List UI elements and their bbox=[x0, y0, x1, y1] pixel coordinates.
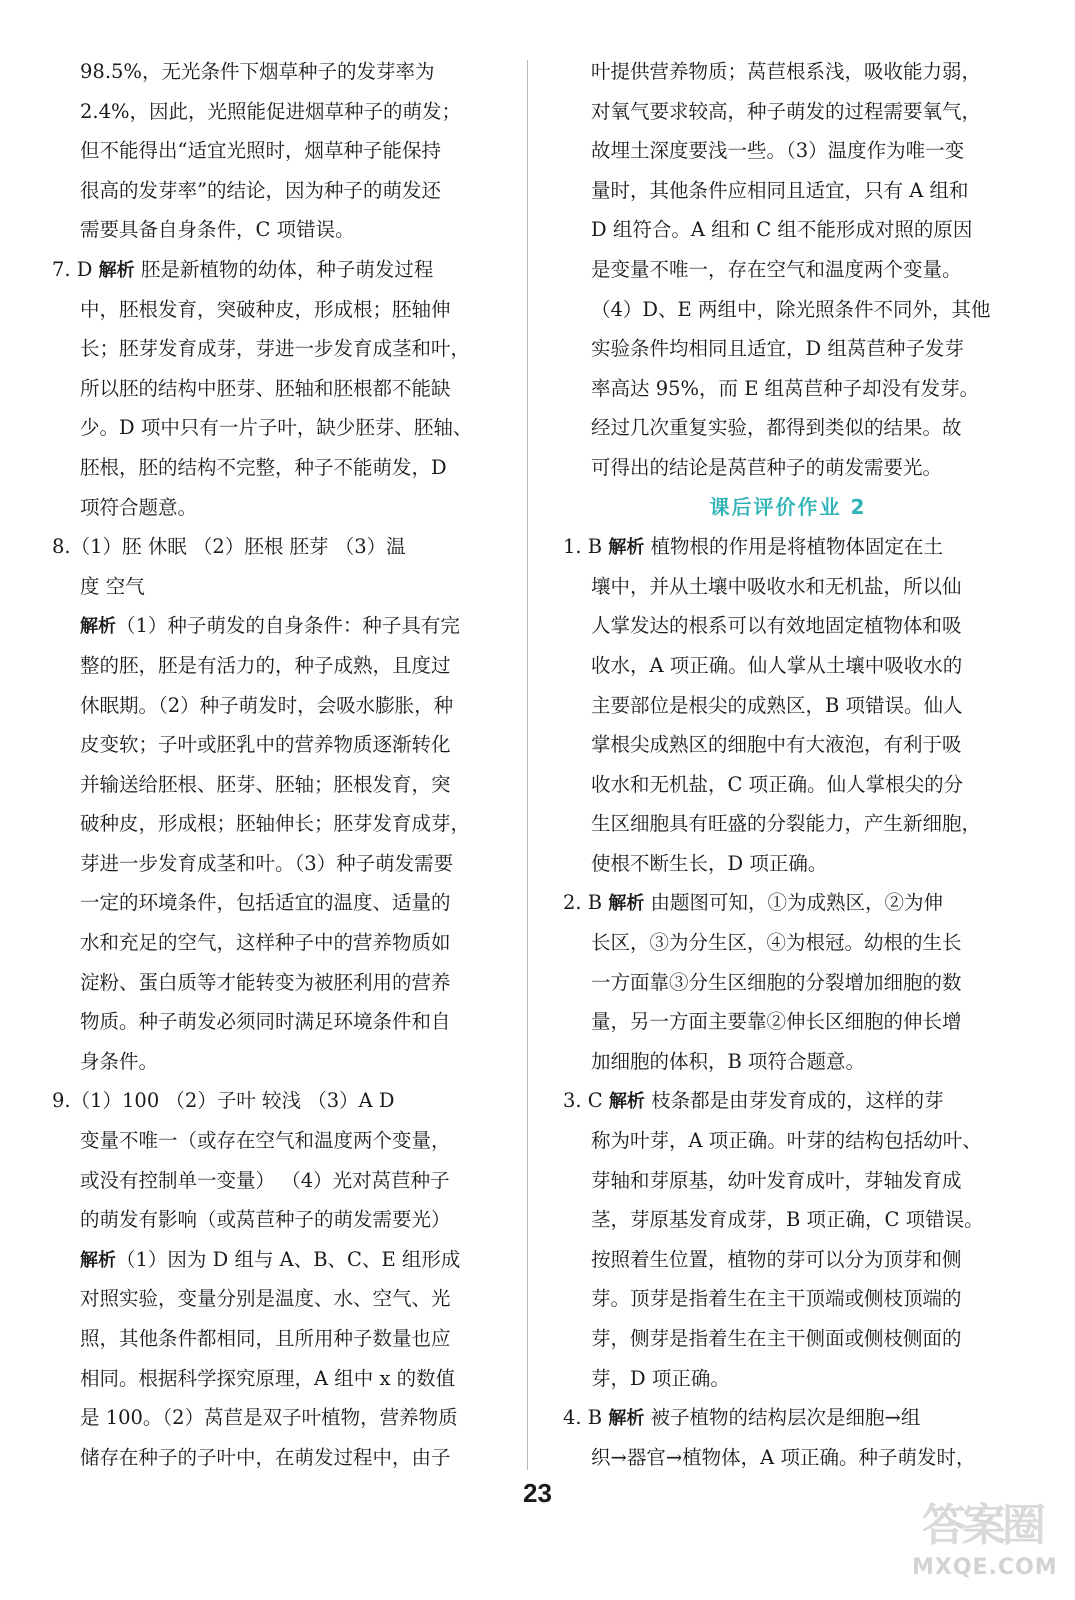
text-segment: 故埋土深度要浅一些。（3）温度作为唯一变 bbox=[591, 139, 965, 163]
text-line bbox=[52, 448, 502, 488]
text-segment: 皮变软；子叶或胚乳中的营养物质逐渐转化 bbox=[80, 733, 451, 757]
text-line bbox=[52, 408, 502, 448]
text-segment: 主要部位是根尖的成熟区，B 项错误。仙人 bbox=[591, 693, 963, 717]
text-segment: 并输送给胚根、胚芽、胚轴；胚根发育，突 bbox=[80, 772, 451, 796]
text-segment: 所以胚的结构中胚芽、胚轴和胚根都不能缺 bbox=[80, 376, 451, 400]
text-segment: 需要具备自身条件，C 项错误。 bbox=[80, 218, 355, 242]
text-line bbox=[563, 210, 1013, 250]
text-segment: 芽进一步发育成茎和叶。（3）种子萌发需要 bbox=[80, 851, 454, 875]
text-line bbox=[563, 725, 1013, 765]
text-segment: 掌根尖成熟区的细胞中有大液泡，有利于吸 bbox=[591, 733, 962, 757]
text-line bbox=[563, 250, 1013, 290]
text-line bbox=[52, 646, 502, 686]
right-column-top-text bbox=[563, 52, 1013, 488]
text-segment: （1）因为 D 组与 A、B、C、E 组形成 bbox=[116, 1247, 461, 1271]
text-segment: 照，其他条件都相同，且所用种子数量也应 bbox=[80, 1327, 451, 1350]
text-segment: 是 100。（2）莴苣是双子叶植物，营养物质 bbox=[80, 1406, 458, 1430]
text-line bbox=[563, 923, 1013, 963]
text-segment: 枝条都是由芽发育成的，这样的芽 bbox=[644, 1089, 944, 1113]
text-line bbox=[563, 1002, 1013, 1042]
text-line bbox=[52, 1240, 502, 1280]
analysis-label: 解析 bbox=[608, 537, 645, 559]
analysis-label: 解析 bbox=[80, 616, 116, 638]
right-column-bottom-text bbox=[563, 527, 1013, 1477]
text-line bbox=[52, 765, 502, 805]
text-segment: 8.（1）胚 休眠 （2）胚根 胚芽 （3）温 bbox=[52, 535, 406, 559]
watermark-logo bbox=[912, 1495, 1058, 1590]
text-line bbox=[563, 963, 1013, 1003]
text-line bbox=[563, 804, 1013, 844]
text-segment: 芽，侧芽是指着生在主干侧面或侧枝侧面的 bbox=[591, 1327, 962, 1350]
text-segment: 的萌发有影响（或莴苣种子的萌发需要光） bbox=[80, 1208, 451, 1232]
text-segment: 植物根的作用是将植物体固定在土 bbox=[644, 535, 944, 559]
text-segment: 但不能得出“适宜光照时，烟草种子能保持 bbox=[80, 139, 441, 163]
text-segment: 可得出的结论是莴苣种子的萌发需要光。 bbox=[591, 455, 943, 479]
text-line bbox=[563, 290, 1013, 330]
text-line bbox=[52, 171, 502, 211]
text-line bbox=[52, 844, 502, 884]
text-segment: 收水，A 项正确。仙人掌从土壤中吸收水的 bbox=[591, 653, 963, 677]
text-line bbox=[563, 646, 1013, 686]
text-segment: 按照着生位置，植物的芽可以分为顶芽和侧 bbox=[591, 1247, 962, 1271]
text-line bbox=[563, 765, 1013, 805]
text-segment: 长；胚芽发育成芽，芽进一步发育成茎和叶， bbox=[80, 337, 471, 361]
text-segment: （4）D、E 两组中，除光照条件不同外，其他 bbox=[591, 297, 991, 321]
text-segment: 长区，③为分生区，④为根冠。幼根的生长 bbox=[591, 931, 962, 955]
text-line bbox=[52, 92, 502, 132]
text-segment: 芽。顶芽是指着生在主干顶端或侧枝顶端的 bbox=[591, 1287, 962, 1311]
text-line bbox=[563, 369, 1013, 409]
text-segment: 少。D 项中只有一片子叶，缺少胚芽、胚轴、 bbox=[80, 416, 473, 440]
text-segment: 一定的环境条件，包括适宜的温度、适量的 bbox=[80, 891, 451, 915]
text-line bbox=[52, 1042, 502, 1082]
text-segment: 织→器官→植物体，A 项正确。种子萌发时， bbox=[591, 1445, 976, 1469]
text-segment: 身条件。 bbox=[80, 1049, 159, 1073]
text-line bbox=[563, 686, 1013, 726]
text-line bbox=[563, 1359, 1013, 1399]
text-line bbox=[563, 1042, 1013, 1082]
text-segment: 由题图可知，①为成熟区，②为伸 bbox=[644, 891, 944, 915]
text-segment: 一方面靠③分生区细胞的分裂增加细胞的数 bbox=[591, 970, 962, 994]
text-segment: 茎，芽原基发育成芽，B 项正确，C 项错误。 bbox=[591, 1208, 984, 1232]
text-segment: 相同。根据科学探究原理，A 组中 x 的数值 bbox=[80, 1366, 456, 1390]
text-line bbox=[563, 1081, 1013, 1121]
right-column bbox=[563, 52, 1013, 1477]
text-segment: 对照实验，变量分别是温度、水、空气、光 bbox=[80, 1287, 451, 1311]
watermark-url: MXQE.COM bbox=[912, 1555, 1058, 1580]
text-segment: 1. B bbox=[563, 535, 609, 559]
text-segment: 破种皮，形成根；胚轴伸长；胚芽发育成芽， bbox=[80, 812, 471, 836]
text-line bbox=[563, 1121, 1013, 1161]
text-line bbox=[563, 527, 1013, 567]
text-line bbox=[563, 131, 1013, 171]
text-line bbox=[52, 369, 502, 409]
text-line bbox=[563, 567, 1013, 607]
text-line bbox=[563, 1319, 1013, 1359]
text-line bbox=[563, 1398, 1013, 1438]
text-segment: 胚是新植物的幼体，种子萌发过程 bbox=[134, 257, 434, 281]
text-segment: 98.5%，无光条件下烟草种子的发芽率为 bbox=[80, 60, 435, 83]
text-segment: 2. B bbox=[563, 891, 609, 915]
text-line bbox=[563, 1279, 1013, 1319]
left-column bbox=[52, 52, 502, 1477]
text-segment: 芽轴和芽原基，幼叶发育成叶，芽轴发育成 bbox=[591, 1168, 962, 1192]
text-line bbox=[52, 1359, 502, 1399]
section-title: 课后评价作业 2 bbox=[709, 494, 867, 519]
text-line bbox=[52, 1081, 502, 1121]
text-line bbox=[563, 1161, 1013, 1201]
text-segment: 生区细胞具有旺盛的分裂能力，产生新细胞， bbox=[591, 812, 982, 836]
text-line bbox=[52, 804, 502, 844]
text-segment: 或没有控制单一变量） （4）光对莴苣种子 bbox=[80, 1168, 450, 1192]
analysis-label: 解析 bbox=[608, 1408, 645, 1430]
text-line bbox=[52, 1161, 502, 1201]
text-line bbox=[52, 567, 502, 607]
text-segment: 被子植物的结构层次是细胞→组 bbox=[644, 1406, 921, 1430]
text-segment: 9.（1）100 （2）子叶 较浅 （3）A D bbox=[52, 1089, 395, 1113]
text-segment: 加细胞的体积，B 项符合题意。 bbox=[591, 1049, 866, 1073]
text-line bbox=[52, 210, 502, 250]
text-line bbox=[52, 527, 502, 567]
text-segment: 变量不唯一（或存在空气和温度两个变量， bbox=[80, 1129, 451, 1153]
text-segment: 对氧气要求较高，种子萌发的过程需要氧气， bbox=[591, 99, 982, 123]
text-line bbox=[563, 52, 1013, 92]
text-segment: 3. C bbox=[563, 1089, 609, 1113]
text-line bbox=[52, 1200, 502, 1240]
text-line bbox=[52, 1279, 502, 1319]
text-line bbox=[563, 329, 1013, 369]
text-segment: 胚根，胚的结构不完整，种子不能萌发，D bbox=[80, 455, 447, 479]
text-segment: 水和充足的空气，这样种子中的营养物质如 bbox=[80, 931, 451, 955]
text-segment: 收水和无机盐，C 项正确。仙人掌根尖的分 bbox=[591, 772, 964, 796]
text-line bbox=[52, 329, 502, 369]
text-segment: 2.4%，因此，光照能促进烟草种子的萌发； bbox=[80, 99, 462, 123]
text-segment: 量，另一方面主要靠②伸长区细胞的伸长增 bbox=[591, 1010, 962, 1034]
text-line bbox=[563, 1438, 1013, 1478]
text-segment: 休眠期。（2）种子萌发时，会吸水膨胀，种 bbox=[80, 693, 454, 717]
text-line bbox=[52, 1319, 502, 1359]
text-line bbox=[563, 92, 1013, 132]
text-line bbox=[563, 1200, 1013, 1240]
text-line bbox=[52, 963, 502, 1003]
text-segment: 率高达 95%，而 E 组莴苣种子却没有发芽。 bbox=[591, 376, 980, 400]
text-segment: 物质。种子萌发必须同时满足环境条件和自 bbox=[80, 1010, 451, 1034]
column-divider bbox=[527, 60, 528, 1470]
text-line bbox=[563, 408, 1013, 448]
text-segment: 很高的发芽率”的结论，因为种子的萌发还 bbox=[80, 178, 441, 202]
text-line bbox=[52, 52, 502, 92]
text-line bbox=[52, 883, 502, 923]
text-segment: 度 空气 bbox=[80, 574, 145, 598]
text-line bbox=[52, 686, 502, 726]
text-line bbox=[52, 725, 502, 765]
text-line bbox=[52, 923, 502, 963]
text-segment: （1）种子萌发的自身条件：种子具有完 bbox=[116, 614, 460, 638]
text-line bbox=[563, 883, 1013, 923]
text-segment: 储存在种子的子叶中，在萌发过程中，由子 bbox=[80, 1445, 451, 1469]
analysis-label: 解析 bbox=[608, 1091, 645, 1113]
text-segment: 经过几次重复实验，都得到类似的结果。故 bbox=[591, 416, 962, 440]
text-line bbox=[563, 844, 1013, 884]
text-line bbox=[52, 250, 502, 290]
text-line bbox=[563, 171, 1013, 211]
text-segment: 中，胚根发育，突破种皮，形成根；胚轴伸 bbox=[80, 297, 451, 321]
text-line bbox=[52, 606, 502, 646]
analysis-label: 解析 bbox=[608, 893, 645, 915]
text-line bbox=[52, 1121, 502, 1161]
text-line bbox=[563, 1240, 1013, 1280]
text-segment: 7. D bbox=[52, 257, 99, 281]
analysis-label: 解析 bbox=[98, 259, 135, 281]
text-segment: 整的胚，胚是有活力的，种子成熟，且度过 bbox=[80, 653, 451, 677]
text-segment: 人掌发达的根系可以有效地固定植物体和吸 bbox=[591, 614, 962, 638]
text-line bbox=[52, 1002, 502, 1042]
watermark-glyphs: 答案圈 bbox=[922, 1500, 1042, 1551]
text-line bbox=[563, 606, 1013, 646]
text-line bbox=[52, 131, 502, 171]
text-line bbox=[52, 488, 502, 528]
page-number: 23 bbox=[523, 1478, 552, 1508]
text-segment: 使根不断生长，D 项正确。 bbox=[591, 851, 828, 875]
text-line bbox=[52, 1438, 502, 1478]
text-line bbox=[563, 448, 1013, 488]
text-segment: 量时，其他条件应相同且适宜，只有 A 组和 bbox=[591, 178, 969, 202]
text-line bbox=[52, 1398, 502, 1438]
text-segment: 叶提供营养物质；莴苣根系浅，吸收能力弱， bbox=[591, 60, 982, 83]
text-line bbox=[52, 290, 502, 330]
text-segment: D 组符合。A 组和 C 组不能形成对照的原因 bbox=[591, 218, 973, 242]
text-segment: 壤中，并从土壤中吸收水和无机盐，所以仙 bbox=[591, 574, 962, 598]
analysis-label: 解析 bbox=[80, 1249, 116, 1271]
text-segment: 4. B bbox=[563, 1406, 609, 1430]
text-segment: 项符合题意。 bbox=[80, 495, 198, 519]
text-segment: 实验条件均相同且适宜，D 组莴苣种子发芽 bbox=[591, 337, 964, 361]
text-segment: 是变量不唯一，存在空气和温度两个变量。 bbox=[591, 257, 962, 281]
text-segment: 淀粉、蛋白质等才能转变为被胚利用的营养 bbox=[80, 970, 451, 994]
text-segment: 称为叶芽，A 项正确。叶芽的结构包括幼叶、 bbox=[591, 1129, 982, 1153]
text-segment: 芽，D 项正确。 bbox=[591, 1366, 730, 1390]
